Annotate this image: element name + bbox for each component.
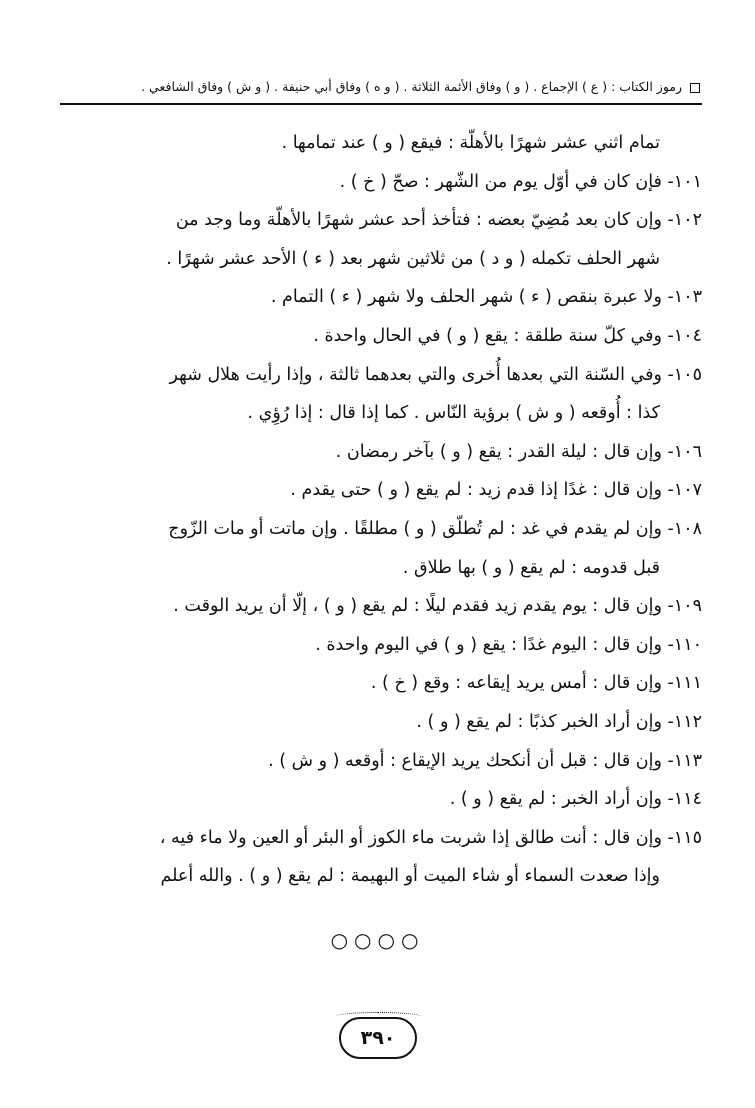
text-line: ١٠٥- وفي السّنة التي بعدها أُخرى والتي بعدهما ثالثة ، وإذا رأيت هلال شهر	[169, 364, 702, 385]
body-text	[56, 124, 702, 896]
header-rule	[60, 103, 702, 105]
text-line: ١١٢- وإن أراد الخبر كذبًا : لم يقع ( و ) .	[416, 711, 702, 732]
text-line: ١٠٧- وإن قال : غدًا إذا قدم زيد : لم يقع ( و ) حتى يقدم .	[290, 480, 702, 501]
text-line: كذا : أُوقعه ( و ش ) برؤية النّاس . كما إذا قال : إذا رُؤِي .	[247, 403, 660, 424]
section-end-ornament: ○○○○	[330, 928, 425, 952]
text-line: ١٠٦- وإن قال : ليلة القدر : يقع ( و ) بآخر رمضان .	[335, 441, 702, 462]
text-line: ١١٥- وإن قال : أنت طالق إذا شربت ماء الكوز أو البئر أو العين ولا ماء فيه ،	[159, 827, 702, 848]
text-line: شهر الحلف تكمله ( و د ) من ثلاثين شهر بعد ( ء ) الأحد عشر شهرًا .	[166, 248, 660, 269]
page-number: ٣٩٠	[360, 1027, 396, 1049]
text-line: ١٠٤- وفي كلّ سنة طلقة : يقع ( و ) في الحال واحدة .	[313, 325, 702, 346]
text-line: ١١٣- وإن قال : قبل أن أنكحك يريد الإيقاع : أوقعه ( و ش ) .	[268, 750, 702, 771]
text-line: ١٠١- فإن كان في أوّل يوم من الشّهر : صحّ ( خ ) .	[339, 171, 702, 192]
text-line: ١١١- وإن قال : أمس يريد إيقاعه : وقع ( خ ) .	[370, 673, 702, 694]
text-line: ١٠٢- وإن كان بعد مُضِيّ بعضه : فتأخذ أحد عشر شهرًا بالأهلّة وما وجد من	[175, 210, 702, 231]
text-line: وإذا صعدت السماء أو شاء الميت أو البهيمة : لم يقع ( و ) . والله أعلم	[160, 866, 660, 887]
text-line: ١١٤- وإن أراد الخبر : لم يقع ( و ) .	[449, 789, 702, 810]
text-line: ١٠٨- وإن لم يقدم في غد : لم تُطلّق ( و ) مطلقًا . وإن ماتت أو مات الزّوج	[168, 518, 702, 539]
text-line: قبل قدومه : لم يقع ( و ) بها طلاق .	[402, 557, 660, 578]
text-line: ١١٠- وإن قال : اليوم غدًا : يقع ( و ) في اليوم واحدة .	[315, 634, 702, 655]
page-number-badge	[339, 1017, 417, 1059]
text-line: تمام اثني عشر شهرًا بالأهلّة : فيقع ( و ) عند تمامها .	[281, 133, 660, 153]
text-line: ١٠٩- وإن قال : يوم يقدم زيد فقدم ليلًا : لم يقع ( و ) ، إلّا أن يريد الوقت .	[173, 596, 702, 617]
header-text: رموز الكتاب : ( ع ) الإجماع . ( و ) وفاق الأئمة الثلاثة . ( و ه ) وفاق أبي حنيفة . ( و ش ) وفاق الشافعي .	[141, 79, 683, 94]
running-header	[60, 74, 700, 100]
text-line: ١٠٣- ولا عبرة بنقص ( ء ) شهر الحلف ولا شهر ( ء ) التمام .	[270, 287, 702, 308]
square-bullet-icon	[690, 83, 700, 93]
